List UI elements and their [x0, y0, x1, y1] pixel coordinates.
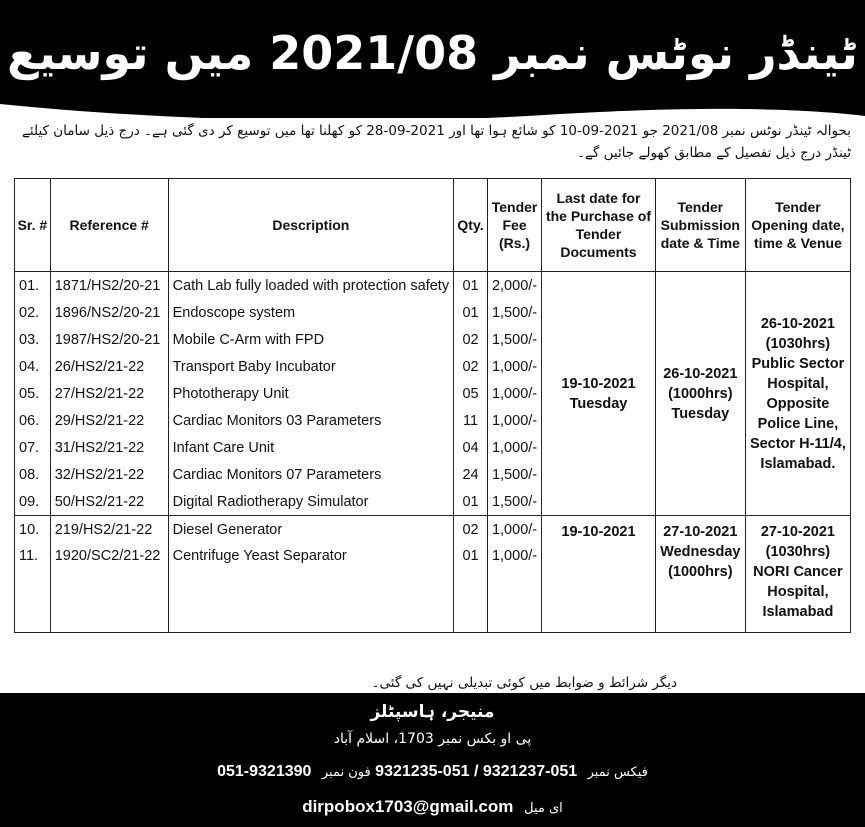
cell-qty: 11 — [454, 407, 488, 434]
contact-email-line — [0, 797, 865, 817]
cell-reference: 50/HS2/21-22 — [50, 488, 168, 516]
cell-description: Diesel Generator — [168, 516, 453, 544]
cell-qty: 24 — [454, 461, 488, 488]
cell-sr: 08. — [15, 461, 51, 488]
cell-fee: 1,000/- — [487, 516, 541, 544]
cell-description: Mobile C-Arm with FPD — [168, 326, 453, 353]
phone-numbers: 051-9321237 / 051-9321235 — [375, 763, 578, 780]
contact-phone-line — [0, 763, 865, 781]
cell-fee: 2,000/- — [487, 272, 541, 300]
cell-fee: 1,000/- — [487, 407, 541, 434]
group1-submission-cell — [655, 272, 745, 516]
header-submission: Tender Submission date & Time — [655, 179, 745, 272]
group1-last-date: 19-10-2021 — [561, 375, 636, 392]
header-last-date: Last date for the Purchase of Tender Documents — [542, 179, 656, 272]
cell-reference: 29/HS2/21-22 — [50, 407, 168, 434]
cell-sr: 06. — [15, 407, 51, 434]
cell-description: Transport Baby Incubator — [168, 353, 453, 380]
cell-fee: 1,500/- — [487, 299, 541, 326]
group2-submission-day: Wednesday — [660, 544, 741, 560]
header-wave-decoration — [0, 96, 865, 118]
terms-note: دیگر شرائط و ضوابط میں کوئی تبدیلی نہیں کی گئی۔ — [371, 675, 677, 691]
cell-reference: 31/HS2/21-22 — [50, 434, 168, 461]
group2-last-date: 19-10-2021 — [561, 524, 636, 540]
cell-sr: 11. — [15, 544, 51, 633]
tender-table — [14, 178, 851, 633]
cell-reference: 1896/NS2/20-21 — [50, 299, 168, 326]
table-row — [15, 272, 851, 300]
group2-submission-cell — [655, 516, 745, 633]
cell-sr: 10. — [15, 516, 51, 544]
group2-venue: NORI Cancer Hospital, Islamabad — [753, 564, 843, 620]
group1-last-date-cell — [542, 272, 656, 516]
cell-reference: 219/HS2/21-22 — [50, 516, 168, 544]
group1-opening-cell — [745, 272, 850, 516]
intro-paragraph: بحوالہ ٹینڈر نوٹس نمبر 2021/08 جو 2021-09-10 کو شائع ہوا تھا اور 2021-09-28 کو کھلنا تھا میں توسیع کر دی گئی ہے۔ درج ذیل سامان کیلئے ٹینڈر درج ذیل تفصیل کے مطابق کھولے جائیں گے۔ — [22, 123, 851, 161]
header-fee: Tender Fee (Rs.) — [487, 179, 541, 272]
group1-opening-date: 26-10-2021 — [760, 315, 835, 332]
cell-description: Digital Radiotherapy Simulator — [168, 488, 453, 516]
table-row — [15, 516, 851, 544]
group2-opening-date: 27-10-2021 — [760, 524, 835, 540]
email-address[interactable]: dirpobox1703@gmail.com — [302, 797, 514, 816]
cell-sr: 04. — [15, 353, 51, 380]
header-description: Description — [168, 179, 453, 272]
cell-description: Cath Lab fully loaded with protection safety — [168, 272, 453, 300]
group1-submission-day: Tuesday — [671, 405, 730, 422]
cell-fee: 1,000/- — [487, 380, 541, 407]
fax-number: 051-9321390 — [217, 763, 312, 780]
cell-qty: 04 — [454, 434, 488, 461]
cell-reference: 1871/HS2/20-21 — [50, 272, 168, 300]
manager-title: منیجر، ہاسپٹلز — [370, 702, 495, 722]
cell-description: Endoscope system — [168, 299, 453, 326]
header-reference: Reference # — [50, 179, 168, 272]
cell-sr: 05. — [15, 380, 51, 407]
group2-submission-time: (1000hrs) — [668, 564, 733, 580]
notice-title: ٹینڈر نوٹس نمبر 2021/08 میں توسیع — [7, 26, 858, 80]
cell-qty: 01 — [454, 544, 488, 633]
cell-fee: 1,000/- — [487, 434, 541, 461]
cell-fee: 1,500/- — [487, 461, 541, 488]
cell-description: Centrifuge Yeast Separator — [168, 544, 453, 633]
cell-qty: 01 — [454, 488, 488, 516]
table-header-row — [15, 179, 851, 272]
cell-reference: 1987/HS2/20-21 — [50, 326, 168, 353]
cell-fee: 1,000/- — [487, 353, 541, 380]
cell-fee: 1,500/- — [487, 326, 541, 353]
cell-reference: 32/HS2/21-22 — [50, 461, 168, 488]
footer-banner — [0, 693, 865, 827]
header-sr: Sr. # — [15, 179, 51, 272]
header-opening: Tender Opening date, time & Venue — [745, 179, 850, 272]
group1-opening-time: (1030hrs) — [765, 335, 831, 352]
group1-submission-date: 26-10-2021 — [663, 365, 738, 382]
cell-sr: 03. — [15, 326, 51, 353]
group1-submission-time: (1000hrs) — [668, 385, 733, 402]
cell-reference: 1920/SC2/21-22 — [50, 544, 168, 633]
group1-last-day: Tuesday — [569, 395, 628, 412]
cell-sr: 01. — [15, 272, 51, 300]
fax-label: فیکس نمبر — [587, 765, 648, 780]
header-qty: Qty. — [454, 179, 488, 272]
cell-description: Cardiac Monitors 07 Parameters — [168, 461, 453, 488]
po-box-address: پی او بکس نمبر 1703، اسلام آباد — [333, 731, 532, 747]
cell-sr: 07. — [15, 434, 51, 461]
cell-fee: 1,500/- — [487, 488, 541, 516]
cell-description: Phototherapy Unit — [168, 380, 453, 407]
cell-qty: 02 — [454, 326, 488, 353]
header-banner — [0, 0, 865, 118]
cell-qty: 01 — [454, 272, 488, 300]
group2-last-date-cell — [542, 516, 656, 633]
cell-qty: 05 — [454, 380, 488, 407]
cell-description: Cardiac Monitors 03 Parameters — [168, 407, 453, 434]
group2-opening-time: (1030hrs) — [765, 544, 831, 560]
phone-label: فون نمبر — [321, 765, 371, 780]
group2-submission-date: 27-10-2021 — [663, 524, 738, 540]
cell-qty: 01 — [454, 299, 488, 326]
cell-qty: 02 — [454, 353, 488, 380]
cell-sr: 09. — [15, 488, 51, 516]
cell-reference: 26/HS2/21-22 — [50, 353, 168, 380]
group1-venue: Public Sector Hospital, Opposite Police Line, Sector H-11/4, Islamabad. — [749, 355, 846, 472]
cell-reference: 27/HS2/21-22 — [50, 380, 168, 407]
cell-qty: 02 — [454, 516, 488, 544]
cell-sr: 02. — [15, 299, 51, 326]
group2-opening-cell — [745, 516, 850, 633]
cell-fee: 1,000/- — [487, 544, 541, 633]
cell-description: Infant Care Unit — [168, 434, 453, 461]
email-label: ای میل — [524, 801, 563, 816]
